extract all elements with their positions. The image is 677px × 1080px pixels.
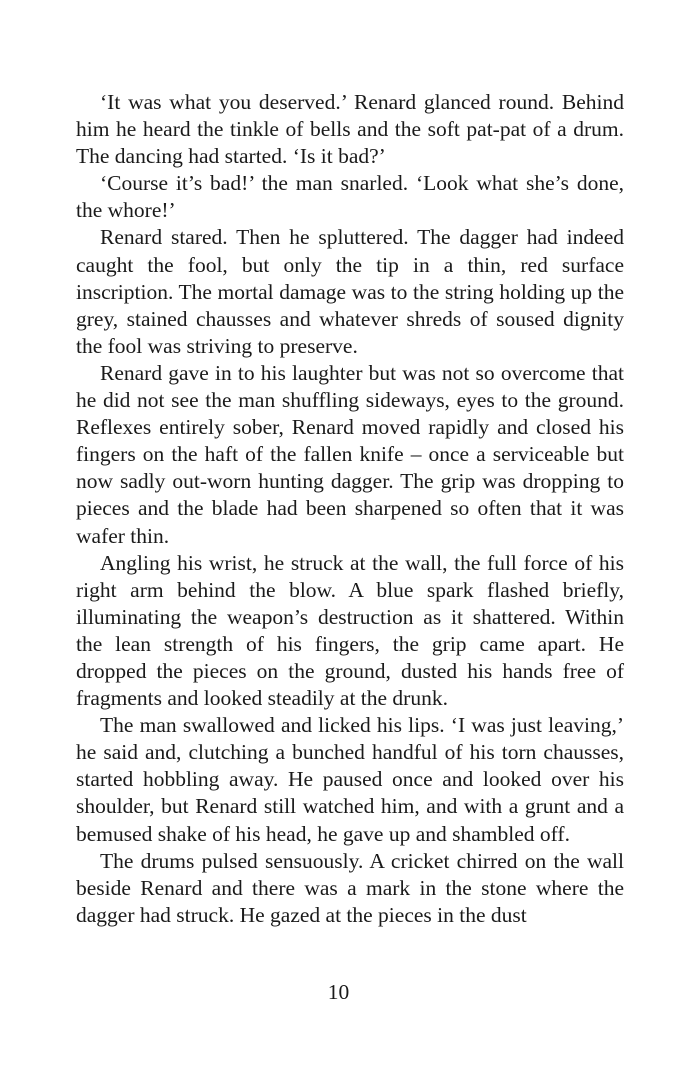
body-text <box>76 89 624 929</box>
page-number: 10 <box>327 980 350 1004</box>
paragraph-1: ‘It was what you deserved.’ Renard glanced round. Behind him he heard the tinkle of bells and the soft pat-pat of a drum. The dancing had started. ‘Is it bad?’ <box>76 90 624 169</box>
paragraph-7: The drums pulsed sensuously. A cricket chirred on the wall beside Renard and there was a mark in the stone where the dagger had struck. He gazed at the pieces in the dust <box>76 848 624 927</box>
paragraph-3: Renard stared. Then he spluttered. The dagger had indeed caught the fool, but only the tip in a thin, red surface inscription. The mortal damage was to the string holding up the grey, stained chausses and whatever shreds of soused dignity the fool was striving to preserve. <box>76 225 624 358</box>
paragraph-6: The man swallowed and licked his lips. ‘I was just leaving,’ he said and, clutching a bunched handful of his torn chausses, started hobbling away. He paused once and looked over his shoulder, but Renard still watched him, and with a grunt and a bemused shake of his head, he gave up and shambled off. <box>76 713 624 846</box>
paragraph-4: Renard gave in to his laughter but was not so overcome that he did not see the man shuffling sideways, eyes to the ground. Reflexes entirely sober, Renard moved rapidly and closed his fingers on the haft of the fallen knife – once a serviceable but now sadly out-worn hunting dagger. The grip was dropping to pieces and the blade had been sharpened so often that it was wafer thin. <box>76 360 624 548</box>
paragraph-2: ‘Course it’s bad!’ the man snarled. ‘Look what she’s done, the whore!’ <box>76 171 624 223</box>
paragraph-5: Angling his wrist, he struck at the wall, the full force of his right arm behind the blow. A blue spark flashed briefly, illuminating the weapon’s destruction as it shattered. Within the lean strength of his fingers, the grip came apart. He dropped the pieces on the ground, dusted his hands free of fragments and looked steadily at the drunk. <box>76 550 624 711</box>
